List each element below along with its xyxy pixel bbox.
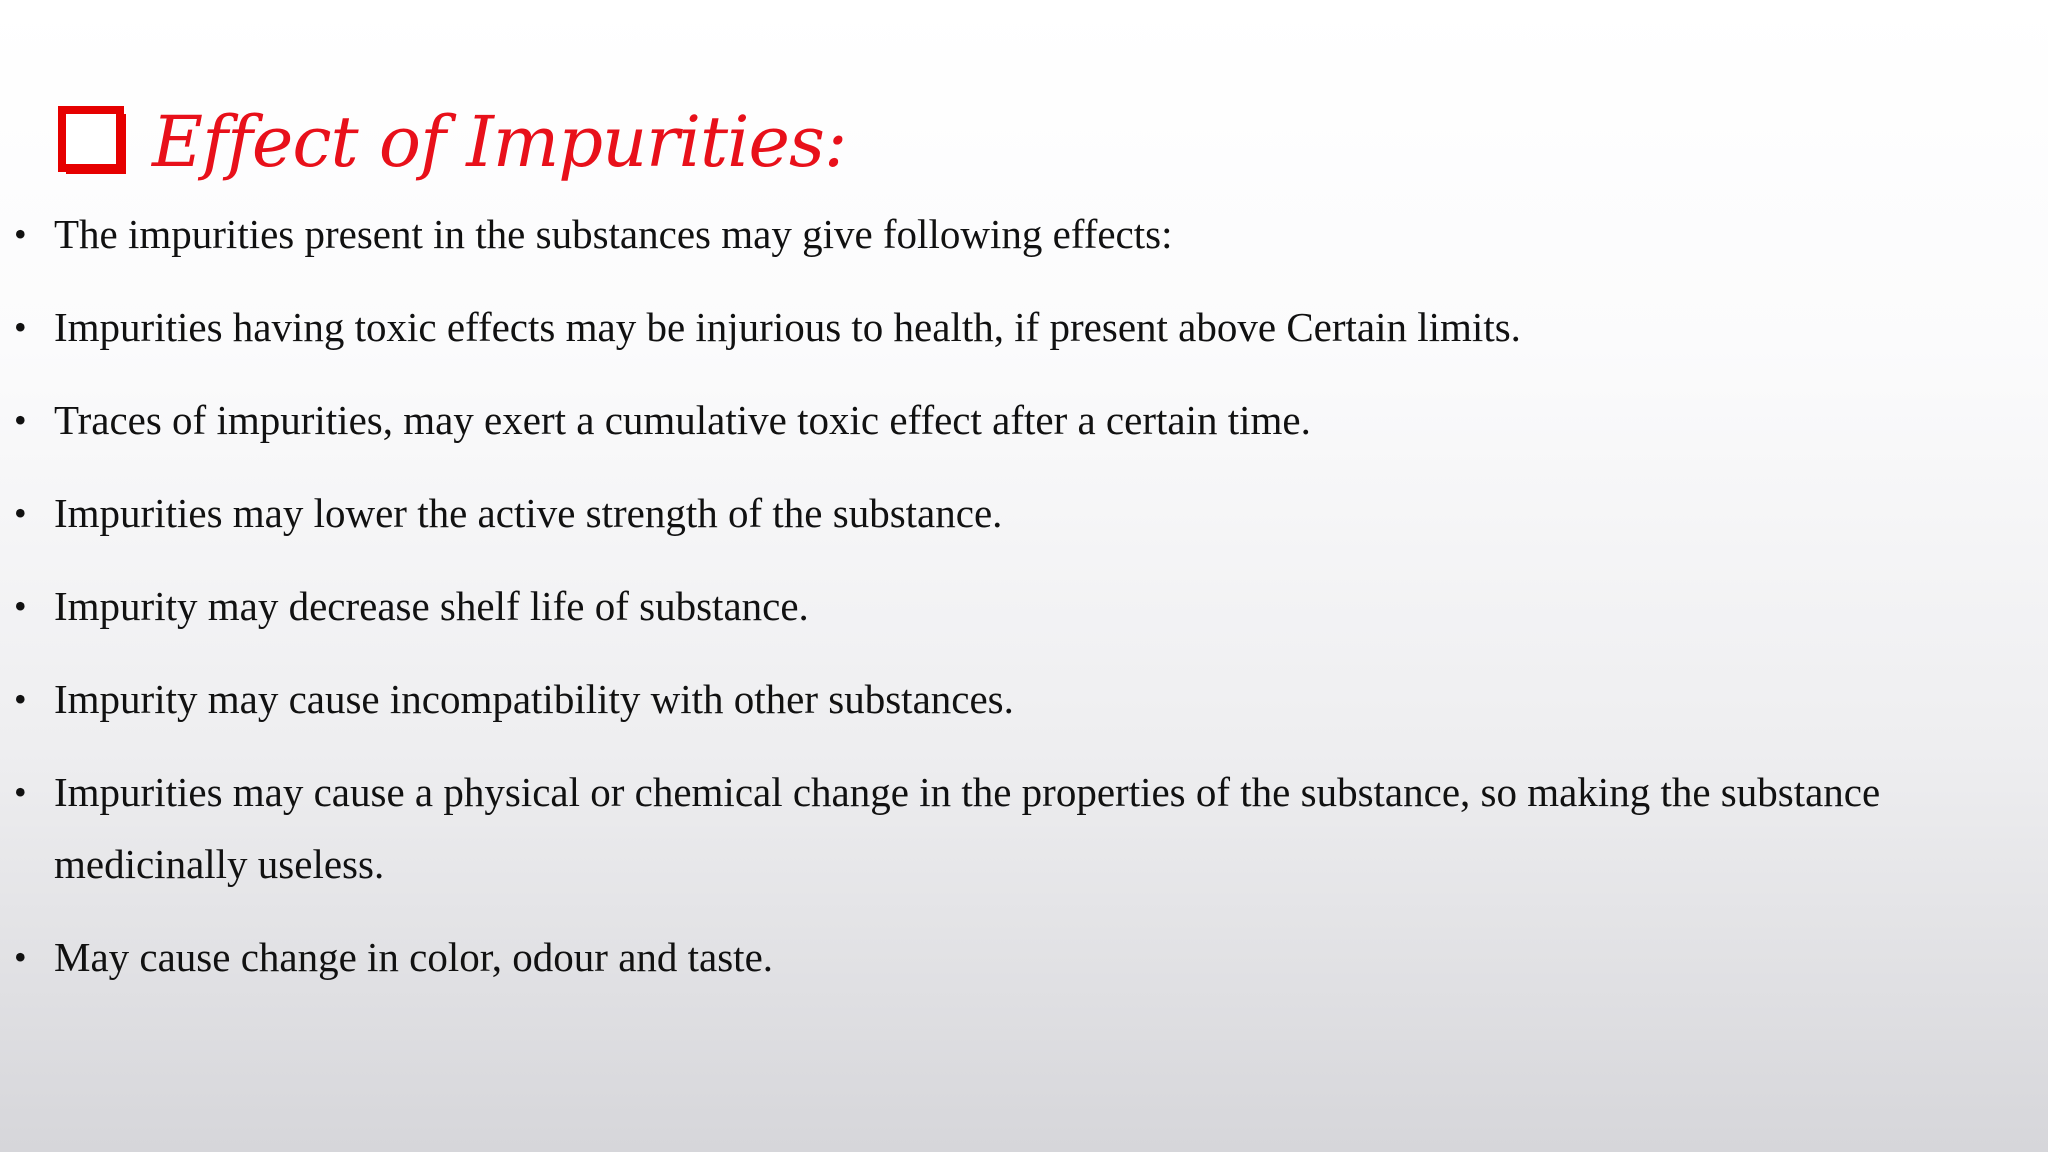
bullet-item [14,198,2024,270]
bullet-dot: • [14,400,27,440]
bullet-text: Impurity may cause incompatibility with other substances. [54,676,1014,722]
bullet-item [14,570,2024,642]
bullet-text: Impurities may lower the active strength of the substance. [54,490,1003,536]
bullet-item [14,663,2024,735]
bullet-dot: • [14,586,27,626]
checkbox-icon [58,106,130,178]
checkbox-box [58,106,124,172]
bullet-text: May cause change in color, odour and taste. [54,934,774,980]
bullet-item [14,921,2024,993]
bullet-list [14,198,2024,1014]
bullet-text: Impurities having toxic effects may be injurious to health, if present above Certain limits. [54,304,1521,350]
bullet-text: Traces of impurities, may exert a cumulative toxic effect after a certain time. [54,397,1311,443]
bullet-dot: • [14,493,27,533]
bullet-item [14,756,2024,900]
slide-title: Effect of Impurities: [152,101,847,183]
bullet-text: The impurities present in the substances may give following effects: [54,211,1173,257]
bullet-item [14,477,2024,549]
bullet-dot: • [14,937,27,977]
bullet-dot: • [14,772,27,812]
bullet-dot: • [14,307,27,347]
bullet-dot: • [14,679,27,719]
bullet-dot: • [14,214,27,254]
bullet-item [14,291,2024,363]
bullet-text: Impurity may decrease shelf life of substance. [54,583,809,629]
bullet-item [14,384,2024,456]
title-row [58,92,846,192]
bullet-text: Impurities may cause a physical or chemical change in the properties of the substance, so making the substance medicinally useless. [54,769,1881,887]
